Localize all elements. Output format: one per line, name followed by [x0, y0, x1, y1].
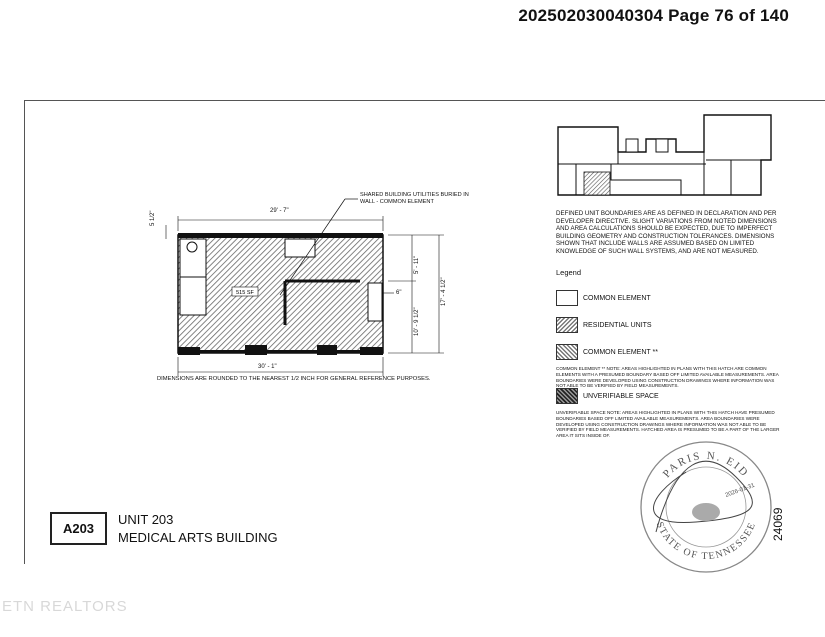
legend-swatch-residential	[556, 317, 578, 333]
dim-right-1: 5' - 11"	[414, 255, 420, 274]
legend-item-unverifiable-space	[556, 388, 659, 404]
kitchen-block	[285, 239, 315, 257]
legend-label: RESIDENTIAL UNITS	[583, 321, 652, 329]
legend-swatch-common	[556, 290, 578, 306]
page-header: 202502030040304 Page 76 of 140	[518, 6, 789, 25]
unit-code-box	[50, 512, 107, 545]
column-block	[178, 347, 200, 355]
legend-swatch-common-star	[556, 344, 578, 360]
legend-title: Legend	[556, 268, 582, 277]
dim-inner: 6"	[396, 290, 402, 296]
unit-name: UNIT 203	[118, 512, 174, 527]
legend-label: COMMON ELEMENT	[583, 294, 651, 302]
legend-item-common-element-star	[556, 344, 658, 360]
legend-label: COMMON ELEMENT **	[583, 348, 658, 356]
column-block	[245, 345, 267, 355]
floor-plan-drawing	[150, 195, 450, 390]
building-name: MEDICAL ARTS BUILDING	[118, 530, 278, 545]
toilet	[187, 242, 197, 252]
dim-right-total: 17' - 4 1/2"	[441, 277, 447, 306]
footer-watermark: ETN REALTORS	[2, 598, 128, 615]
legend-label: UNVERIFIABLE SPACE	[583, 392, 659, 400]
common-element-note: COMMON ELEMENT ** NOTE: AREAS HIGHLIGHTED IN PLANS WITH THIS HATCH ARE COMMON ELEMENTS WITH A PRESUMED BOUNDARY BASED OFF LIMITED AVAILABLE MEASUREMENTS. AREA BOUNDARIES WERE DEVELOPED USING CONSTRUCTION DRAWINGS WHERE INFORMATION WAS NOT ABLE TO BE VERIFIED BY FIELD MEASUREMENTS.	[556, 366, 779, 389]
engineer-seal	[636, 437, 776, 577]
dim-left: 5 1/2"	[150, 210, 156, 226]
dim-bottom: 30' - 1"	[258, 364, 277, 370]
closet	[180, 277, 206, 315]
utilities-note: SHARED BUILDING UTILITIES BURIED IN WALL - COMMON ELEMENT	[360, 192, 469, 205]
key-plan	[556, 112, 776, 202]
dim-right-2: 10' - 9 1/2"	[414, 307, 420, 336]
rounding-note: DIMENSIONS ARE ROUNDED TO THE NEAREST 1/2 INCH FOR GENERAL REFERENCE PURPOSES.	[157, 376, 431, 382]
unit-203-highlight	[584, 172, 610, 195]
legend-swatch-unverifiable	[556, 388, 578, 404]
boundaries-note: DEFINED UNIT BOUNDARIES ARE AS DEFINED IN DECLARATION AND PER DEVELOPER DIRECTIVE. SLIGHT VARIATIONS FROM NOTED DIMENSIONS AND AREA CALCULATIONS SHOULD BE EXPECTED, DUE TO IMPERFECT BUILDING GEOMETRY AND CONSTRUCTION TOLERANCES. DIMENSIONS SHOWN THAT INCLUDE WALLS ARE ASSUMED BASED ON LIMITED KNOWLEDGE OF SUCH WALL SYSTEMS, AND ARE NOT MEASURED.	[556, 210, 777, 255]
top-wall	[178, 233, 383, 238]
license-number: 24069	[771, 507, 785, 541]
seal-text-top: PARIS N. EID	[660, 449, 752, 481]
bottom-wall	[178, 350, 383, 353]
area-label: 515 SF	[236, 290, 254, 296]
seal-text-bottom: STATE OF TENNESSEE	[653, 520, 759, 563]
unverifiable-note: UNVERIFIABLE SPACE NOTE: AREAS HIGHLIGHTED IN PLANS WITH THIS HATCH HAVE PRESUMED BOUNDARIES BASED OFF LIMITED AVAILABLE MEASUREMENTS. AREA BOUNDARIES WERE DEVELOPED USING CONSTRUCTION DRAWINGS WHERE INFORMATION WAS NOT ABLE TO BE VERIFIED BY FIELD MEASUREMENTS. HATCHED AREA IS PRESUMED TO BE A PART OF THE LARGER AREA IT SITS INSIDE OF.	[556, 410, 780, 439]
column-block	[360, 347, 383, 355]
dim-top: 29' - 7"	[270, 208, 289, 214]
seal-expiry: 2026-01-31	[724, 482, 756, 499]
column-block	[317, 345, 337, 355]
legend-item-common-element	[556, 290, 651, 306]
side-cabinet	[368, 283, 382, 321]
unit-code: A203	[62, 521, 95, 536]
legend-item-residential-units	[556, 317, 652, 333]
